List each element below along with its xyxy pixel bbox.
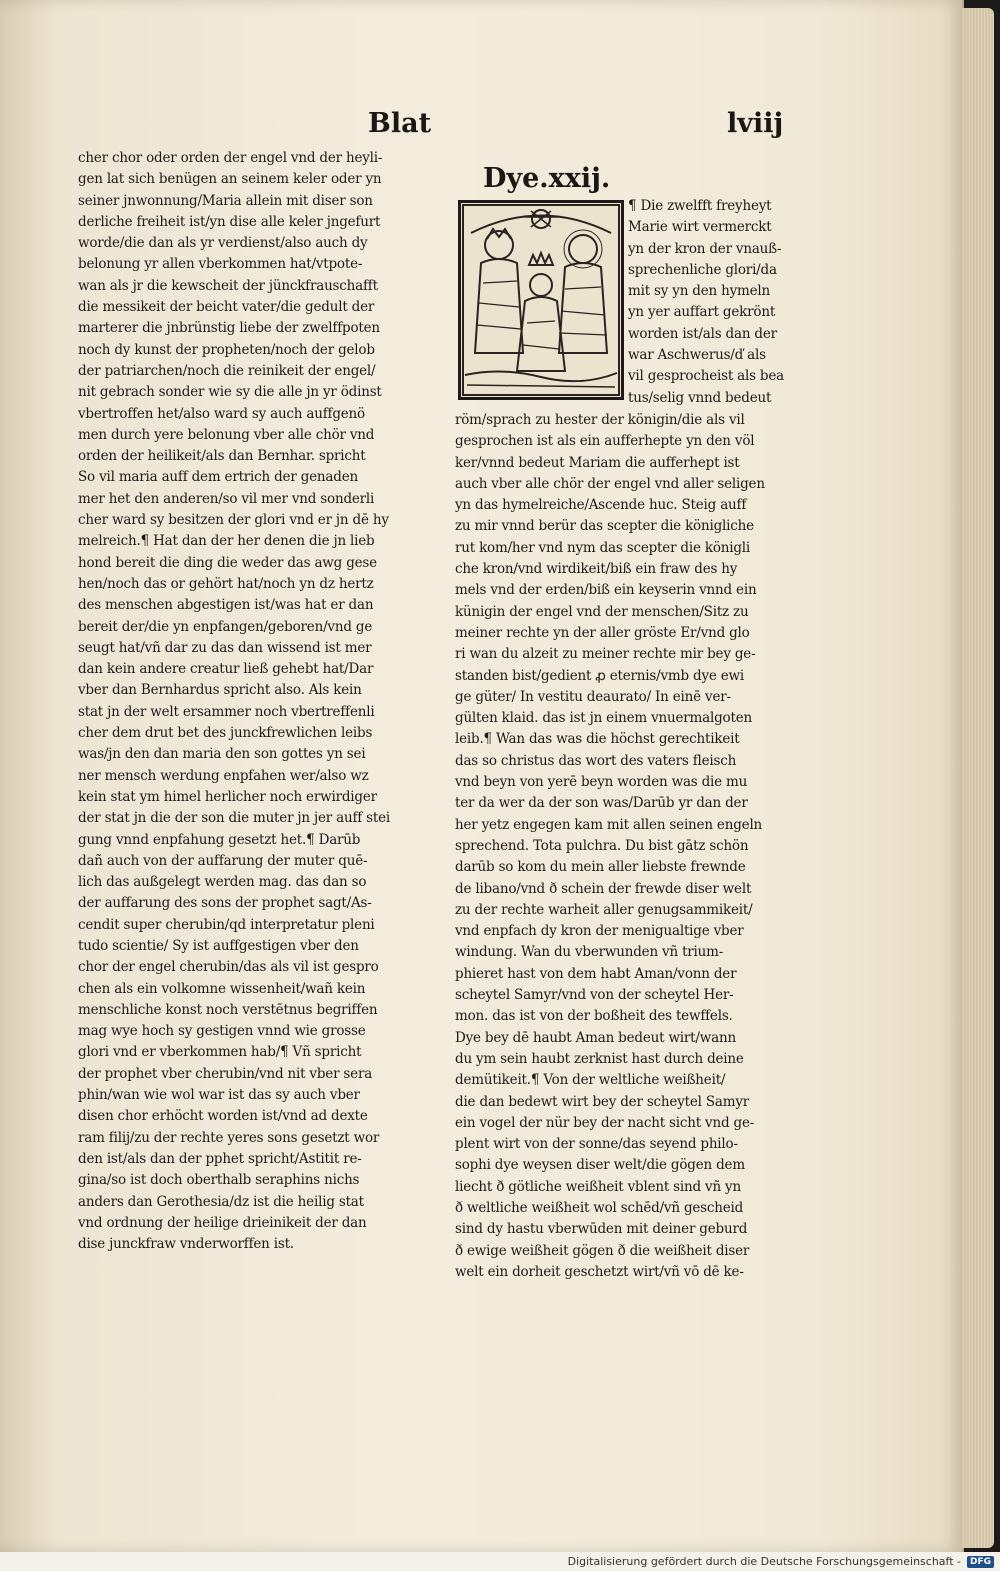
text-line: mer het den anderen/so vil mer vnd sonderli bbox=[78, 490, 375, 507]
text-line: sprechenliche glori/da bbox=[628, 261, 777, 278]
text-line: vber dan Bernhardus spricht also. Als kein bbox=[78, 682, 362, 699]
text-line: leib.¶ Wan das was die höchst gerechtikeit bbox=[455, 731, 740, 748]
text-line: nit gebrach sonder wie sy die alle jn yr ödinst bbox=[78, 384, 382, 401]
text-line: Dye bey dē haubt Aman bedeut wirt/wann bbox=[455, 1029, 736, 1046]
text-line: vnd enpfach dy kron der menigualtige vber bbox=[455, 923, 744, 940]
text-line: seugt hat/vñ dar zu das dan wissend ist mer bbox=[78, 639, 372, 656]
text-line: mag wye hoch sy gestigen vnnd wie grosse bbox=[78, 1023, 366, 1040]
woodcut-illustration bbox=[461, 203, 621, 397]
text-line: mit sy yn den hymeln bbox=[628, 283, 771, 300]
footer-credit: Digitalisierung gefördert durch die Deutsche Forschungsgemeinschaft - bbox=[567, 1555, 961, 1568]
text-line: dise junckfraw vnderworffen ist. bbox=[78, 1236, 294, 1253]
text-line: vil gesprocheist als bea bbox=[628, 368, 785, 385]
running-head-left: Blat bbox=[368, 108, 432, 139]
text-line: sind dy hastu vberwūden mit deiner geburd bbox=[455, 1221, 748, 1238]
text-line: ter da wer da der son was/Darūb yr dan der bbox=[455, 795, 748, 812]
text-line: mels vnd der erden/biß ein keyserin vnnd ein bbox=[455, 582, 757, 599]
text-line: zu der rechte warheit aller genugsammikeit/ bbox=[455, 901, 753, 918]
text-line: gina/so ist doch oberthalb seraphins nichs bbox=[78, 1172, 360, 1189]
text-line: ð ewige weißheit gögen ð die weißheit diser bbox=[455, 1242, 750, 1259]
text-line: orden der heilikeit/als dan Bernhar. spricht bbox=[78, 448, 366, 465]
text-line: was/jn den dan maria den son gottes yn sei bbox=[78, 746, 366, 763]
text-line: plent wirt von der sonne/das seyend philo- bbox=[455, 1136, 738, 1153]
text-line: cher dem drut bet des junckfrewlichen leibs bbox=[78, 725, 373, 742]
text-line: bereit der/die yn enpfangen/geboren/vnd ge bbox=[78, 618, 373, 635]
text-line: vnd beyn von yerē beyn worden was die mu bbox=[455, 774, 748, 791]
text-line: kein stat ym himel herlicher noch erwirdiger bbox=[78, 788, 377, 805]
text-line: standen bist/gedient ꝓ eternis/vmb dye ewi bbox=[455, 667, 745, 684]
right-text-column-top bbox=[628, 196, 814, 409]
text-line: dañ auch von der auffarung der muter quē- bbox=[78, 852, 368, 869]
text-line: phin/wan wie wol war ist das sy auch vber bbox=[78, 1087, 360, 1104]
text-line: auch vber alle chör der engel vnd aller seligen bbox=[455, 475, 765, 492]
text-line: belonung yr allen vberkommen hat/vtpote- bbox=[78, 256, 363, 273]
text-line: ner mensch werdung enpfahen wer/also wz bbox=[78, 767, 369, 784]
text-line: glori vnd er vberkommen hab/¶ Vñ spricht bbox=[78, 1044, 362, 1061]
text-line: che kron/vnd wirdikeit/biß ein fraw des hy bbox=[455, 561, 738, 578]
text-line: Marie wirt vermerckt bbox=[628, 219, 772, 236]
text-line: tudo scientie/ Sy ist auffgestigen vber den bbox=[78, 937, 359, 954]
text-line: ge güter/ In vestitu deaurato/ In einē ver- bbox=[455, 688, 731, 705]
text-line: künigin der engel vnd der menschen/Sitz zu bbox=[455, 603, 749, 620]
text-line: ram filij/zu der rechte yeres sons gesetzt wor bbox=[78, 1129, 380, 1146]
text-line: sprechend. Tota pulchra. Du bist gātz schön bbox=[455, 837, 749, 854]
text-line: der stat jn die der son die muter jn jer auff stei bbox=[78, 810, 390, 827]
text-line: der auffarung des sons der prophet sagt/As- bbox=[78, 895, 372, 912]
text-line: cendit super cherubin/qd interpretatur pleni bbox=[78, 916, 375, 933]
text-line: windung. Wan du vberwunden vñ trium- bbox=[455, 944, 724, 961]
text-line: rut kom/her vnd nym das scepter die königli bbox=[455, 539, 751, 556]
text-line: So vil maria auff dem ertrich der genaden bbox=[78, 469, 358, 486]
text-line: gen lat sich benügen an seinem keler oder yn bbox=[78, 171, 382, 188]
text-line: derliche freiheit ist/yn dise alle keler jngefurt bbox=[78, 213, 381, 230]
text-line: tus/selig vnnd bedeut bbox=[628, 389, 772, 406]
text-line: cher chor oder orden der engel vnd der heyli- bbox=[78, 150, 383, 166]
text-line: vbertroffen het/also ward sy auch auffgenö bbox=[78, 405, 365, 422]
text-line: ð weltliche weißheit wol schēd/vñ gescheid bbox=[455, 1199, 744, 1216]
text-line: den ist/als dan der pphet spricht/Astitit re- bbox=[78, 1150, 362, 1167]
text-line: das so christus das wort des vaters fleisch bbox=[455, 752, 737, 769]
text-line: gung vnnd enpfahung gesetzt het.¶ Darūb bbox=[78, 831, 361, 848]
text-line: mon. das ist von der boßheit des tewffels. bbox=[455, 1008, 733, 1025]
text-line: marterer die jnbrünstig liebe der zwelffpoten bbox=[78, 320, 380, 337]
text-line: noch dy kunst der propheten/noch der gelob bbox=[78, 341, 375, 358]
text-line: vnd ordnung der heilige drieinikeit der dan bbox=[78, 1214, 367, 1231]
text-line: darūb so kom du mein aller liebste frewnde bbox=[455, 859, 746, 876]
text-line: ¶ Die zwelfft freyheyt bbox=[628, 198, 772, 214]
left-text-column bbox=[78, 148, 430, 1255]
text-line: des menschen abgestigen ist/was hat er dan bbox=[78, 597, 374, 614]
text-line: stat jn der welt ersammer noch vbertreffenli bbox=[78, 703, 375, 720]
text-line: phieret hast von dem habt Aman/vonn der bbox=[455, 965, 737, 982]
text-line: sophi dye weysen diser welt/die gögen dem bbox=[455, 1157, 745, 1174]
text-line: demütikeit.¶ Von der weltliche weißheit/ bbox=[455, 1072, 726, 1089]
text-line: men durch yere belonung vber alle chör vnd bbox=[78, 426, 375, 443]
text-line: röm/sprach zu hester der königin/die als vil bbox=[455, 412, 745, 428]
running-head-right: lviij bbox=[727, 108, 784, 139]
text-line: scheytel Samyr/vnd von der scheytel Her- bbox=[455, 987, 734, 1004]
dfg-logo: DFG bbox=[967, 1556, 994, 1568]
text-line: menschliche konst noch verstētnus begriffen bbox=[78, 1001, 378, 1018]
text-line: yn der kron der vnauß- bbox=[628, 240, 782, 257]
text-line: ker/vnnd bedeut Mariam die aufferhept ist bbox=[455, 454, 740, 471]
text-line: zu mir vnnd berür das scepter die königliche bbox=[455, 518, 754, 535]
text-line: worde/die dan als yr verdienst/also auch dy bbox=[78, 235, 368, 252]
text-line: die messikeit der beicht vater/die gedult der bbox=[78, 299, 375, 316]
right-text-column-bottom bbox=[455, 410, 815, 1283]
text-line: dan kein andere creatur ließ gehebt hat/Dar bbox=[78, 661, 374, 678]
text-line: wan als jr die kewscheit der jünckfrauschafft bbox=[78, 277, 378, 294]
text-line: ri wan du alzeit zu meiner rechte mir bey ge- bbox=[455, 646, 756, 663]
text-line: anders dan Gerothesia/dz ist die heilig stat bbox=[78, 1193, 364, 1210]
text-line: du ym sein haubt zerknist hast durch deine bbox=[455, 1050, 744, 1067]
text-line: worden ist/als dan der bbox=[628, 325, 777, 342]
text-line: yn yer auffart gekrönt bbox=[628, 304, 776, 321]
text-line: chen als ein volkomne wissenheit/wañ kein bbox=[78, 980, 366, 997]
text-line: hen/noch das or gehört hat/noch yn dz hertz bbox=[78, 575, 374, 592]
text-line: meiner rechte yn der aller gröste Er/vnd glo bbox=[455, 624, 750, 641]
text-line: de libano/vnd ð schein der frewde diser welt bbox=[455, 880, 752, 897]
text-line: der patriarchen/noch die reinikeit der engel/ bbox=[78, 362, 376, 379]
page-edges bbox=[962, 8, 994, 1548]
text-line: melreich.¶ Hat dan der her denen die jn lieb bbox=[78, 533, 375, 550]
text-line: gesprochen ist als ein aufferhepte yn den völ bbox=[455, 433, 755, 450]
text-line: disen chor erhöcht worden ist/vnd ad dexte bbox=[78, 1108, 368, 1125]
text-line: hond bereit die ding die weder das awg gese bbox=[78, 554, 377, 571]
text-line: yn das hymelreiche/Ascende huc. Steig auff bbox=[455, 497, 747, 514]
text-line: welt ein dorheit geschetzt wirt/vñ vō dē ke- bbox=[455, 1263, 744, 1280]
text-line: ein vogel der nür bey der nacht sicht vnd ge- bbox=[455, 1114, 755, 1131]
chapter-heading: Dye.xxij. bbox=[483, 163, 611, 194]
text-line: liecht ð götliche weißheit vblent sind vñ yn bbox=[455, 1178, 741, 1195]
text-line: cher ward sy besitzen der glori vnd er jn dē hy bbox=[78, 512, 389, 529]
text-line: der prophet vber cherubin/vnd nit vber sera bbox=[78, 1065, 373, 1082]
text-line: lich das außgelegt werden mag. das dan so bbox=[78, 874, 367, 891]
text-line: war Aschwerus/ď als bbox=[628, 347, 766, 364]
text-line: seiner jnwonnung/Maria allein mit diser son bbox=[78, 192, 373, 209]
coronation-of-mary-woodcut bbox=[458, 200, 624, 400]
text-line: her yetz engegen kam mit allen seinen engeln bbox=[455, 816, 763, 833]
footer-bar bbox=[0, 1552, 1000, 1571]
text-line: gülten klaid. das ist jn einem vnuermalgoten bbox=[455, 710, 752, 727]
text-line: die dan bedewt wirt bey der scheytel Samyr bbox=[455, 1093, 750, 1110]
text-line: chor der engel cherubin/das als vil ist gespro bbox=[78, 959, 379, 976]
